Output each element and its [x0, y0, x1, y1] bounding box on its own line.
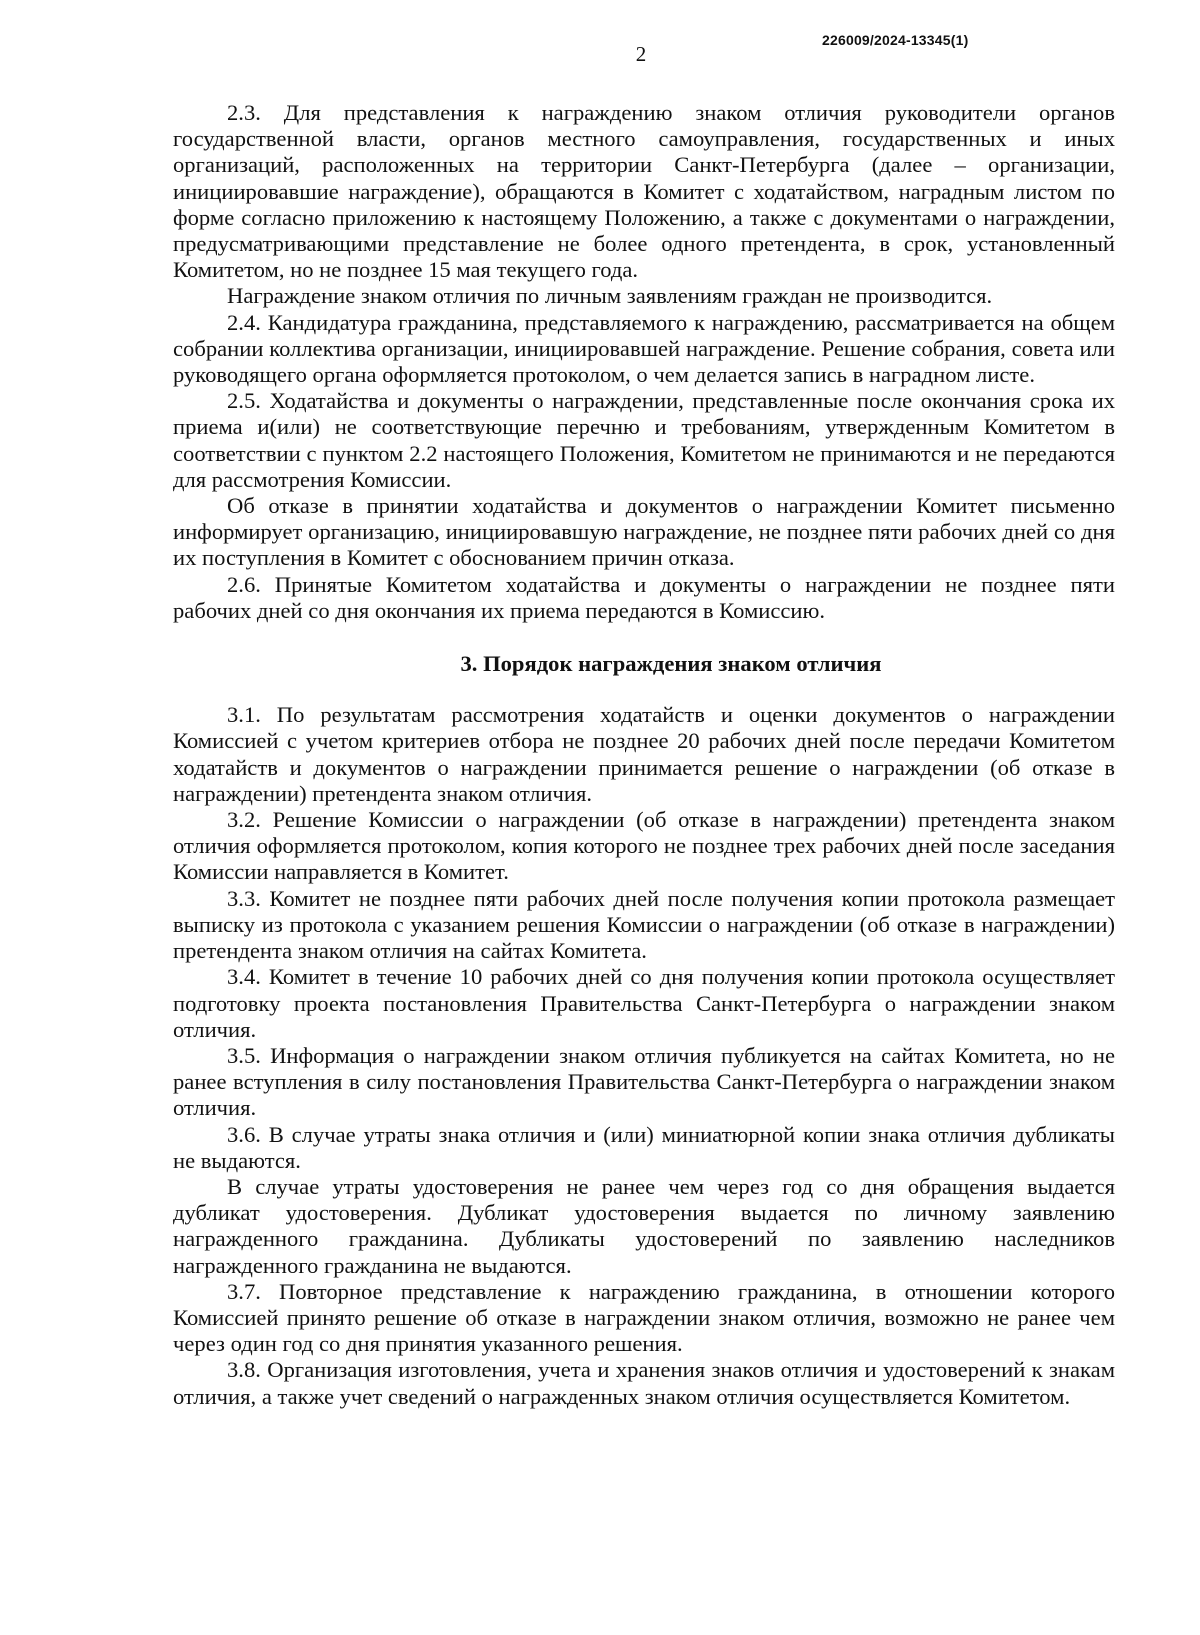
paragraph-3-6-duplicate: В случае утраты удостоверения не ранее чем через год со дня обращения выдается дубликат удостоверения. Дубликат удостоверения выдается по личному заявлению награжденного гражданина. Дубликаты удостоверений по заявлению наследников награжденного гражданина не выдаются. — [173, 1173, 1115, 1278]
paragraph-3-5: 3.5. Информация о награждении знаком отличия публикуется на сайтах Комитета, но не ранее вступления в силу постановления Правительства Санкт-Петербурга о награждении знаком отличия. — [173, 1042, 1115, 1121]
paragraph-2-3-note: Награждение знаком отличия по личным заявлениям граждан не производится. — [227, 283, 993, 309]
registration-number: 226009/2024-13345(1) — [822, 32, 969, 48]
paragraph-2-5: 2.5. Ходатайства и документы о награждении, представленные после окончания срока их приема и(или) не соответствующие перечню и требованиям, утвержденным Комитетом в соответствии с пунктом 2.2 настоящего Положения, Комитетом не принимаются и не передаются для рассмотрения Комиссии. — [173, 388, 1115, 492]
paragraph-3-6: 3.6. В случае утраты знака отличия и (или) миниатюрной копии знака отличия дубликаты не выдаются. — [173, 1121, 1115, 1173]
paragraph-3-3: 3.3. Комитет не позднее пяти рабочих дней после получения копии протокола размещает выписку из протокола с указанием решения Комиссии о награждении (об отказе в награждении) претендента знаком отличия на сайтах Комитета. — [173, 885, 1115, 964]
paragraph-2-3: 2.3. Для представления к награждению знаком отличия руководители органов государственной власти, органов местного самоуправления, государственных и иных организаций, расположенных на территории Санкт-Петербурга (далее – организации, инициировавшие награждение), обращаются в Комитет с ходатайством, наградным листом по форме согласно приложению к настоящему Положению, а также с документами о награждении, предусматривающими представление не более одного претендента, в срок, установленный Комитетом, но не позднее 15 мая текущего года. — [173, 100, 1115, 283]
paragraph-3-7: 3.7. Повторное представление к награждению гражданина, в отношении которого Комиссией принято решение об отказе в награждении знаком отличия, возможно не ранее чем через один год со дня принятия указанного решения. — [173, 1278, 1115, 1357]
paragraph-2-4: 2.4. Кандидатура гражданина, представляемого к награждению, рассматривается на общем собрании коллектива организации, инициировавшей награждение. Решение собрания, совета или руководящего органа оформляется протоколом, о чем делается запись в наградном листе. — [173, 309, 1115, 388]
paragraph-3-4: 3.4. Комитет в течение 10 рабочих дней со дня получения копии протокола осуществляет подготовку проекта постановления Правительства Санкт-Петербурга о награждении знаком отличия. — [173, 964, 1115, 1042]
paragraph-3-1: 3.1. По результатам рассмотрения ходатайств и оценки документов о награждении Комиссией с учетом критериев отбора не позднее 20 рабочих дней после передачи Комитетом ходатайств и документов о награждении принимается решение о награждении (об отказе в награждении) претендента знаком отличия. — [173, 702, 1115, 806]
paragraph-3-8: 3.8. Организация изготовления, учета и хранения знаков отличия и удостоверений к знакам отличия, а также учет сведений о награжденных знаком отличия осуществляется Комитетом. — [173, 1357, 1115, 1409]
paragraph-3-2: 3.2. Решение Комиссии о награждении (об отказе в награждении) претендента знаком отличия оформляется протоколом, копия которого не позднее трех рабочих дней после заседания Комиссии направляется в Комитет. — [173, 807, 1115, 885]
document-body — [173, 100, 1115, 1410]
section-3-title: 3. Порядок награждения знаком отличия — [460, 651, 882, 677]
paragraph-2-5-refusal: Об отказе в принятии ходатайства и документов о награждении Комитет письменно информирует организацию, инициировавшую награждение, не позднее пяти рабочих дней со дня их поступления в Комитет с обоснованием причин отказа. — [173, 493, 1115, 571]
paragraph-2-6: 2.6. Принятые Комитетом ходатайства и документы о награждении не позднее пяти рабочих дней со дня окончания их приема передаются в Комиссию. — [173, 571, 1115, 623]
page-number: 2 — [635, 42, 647, 66]
